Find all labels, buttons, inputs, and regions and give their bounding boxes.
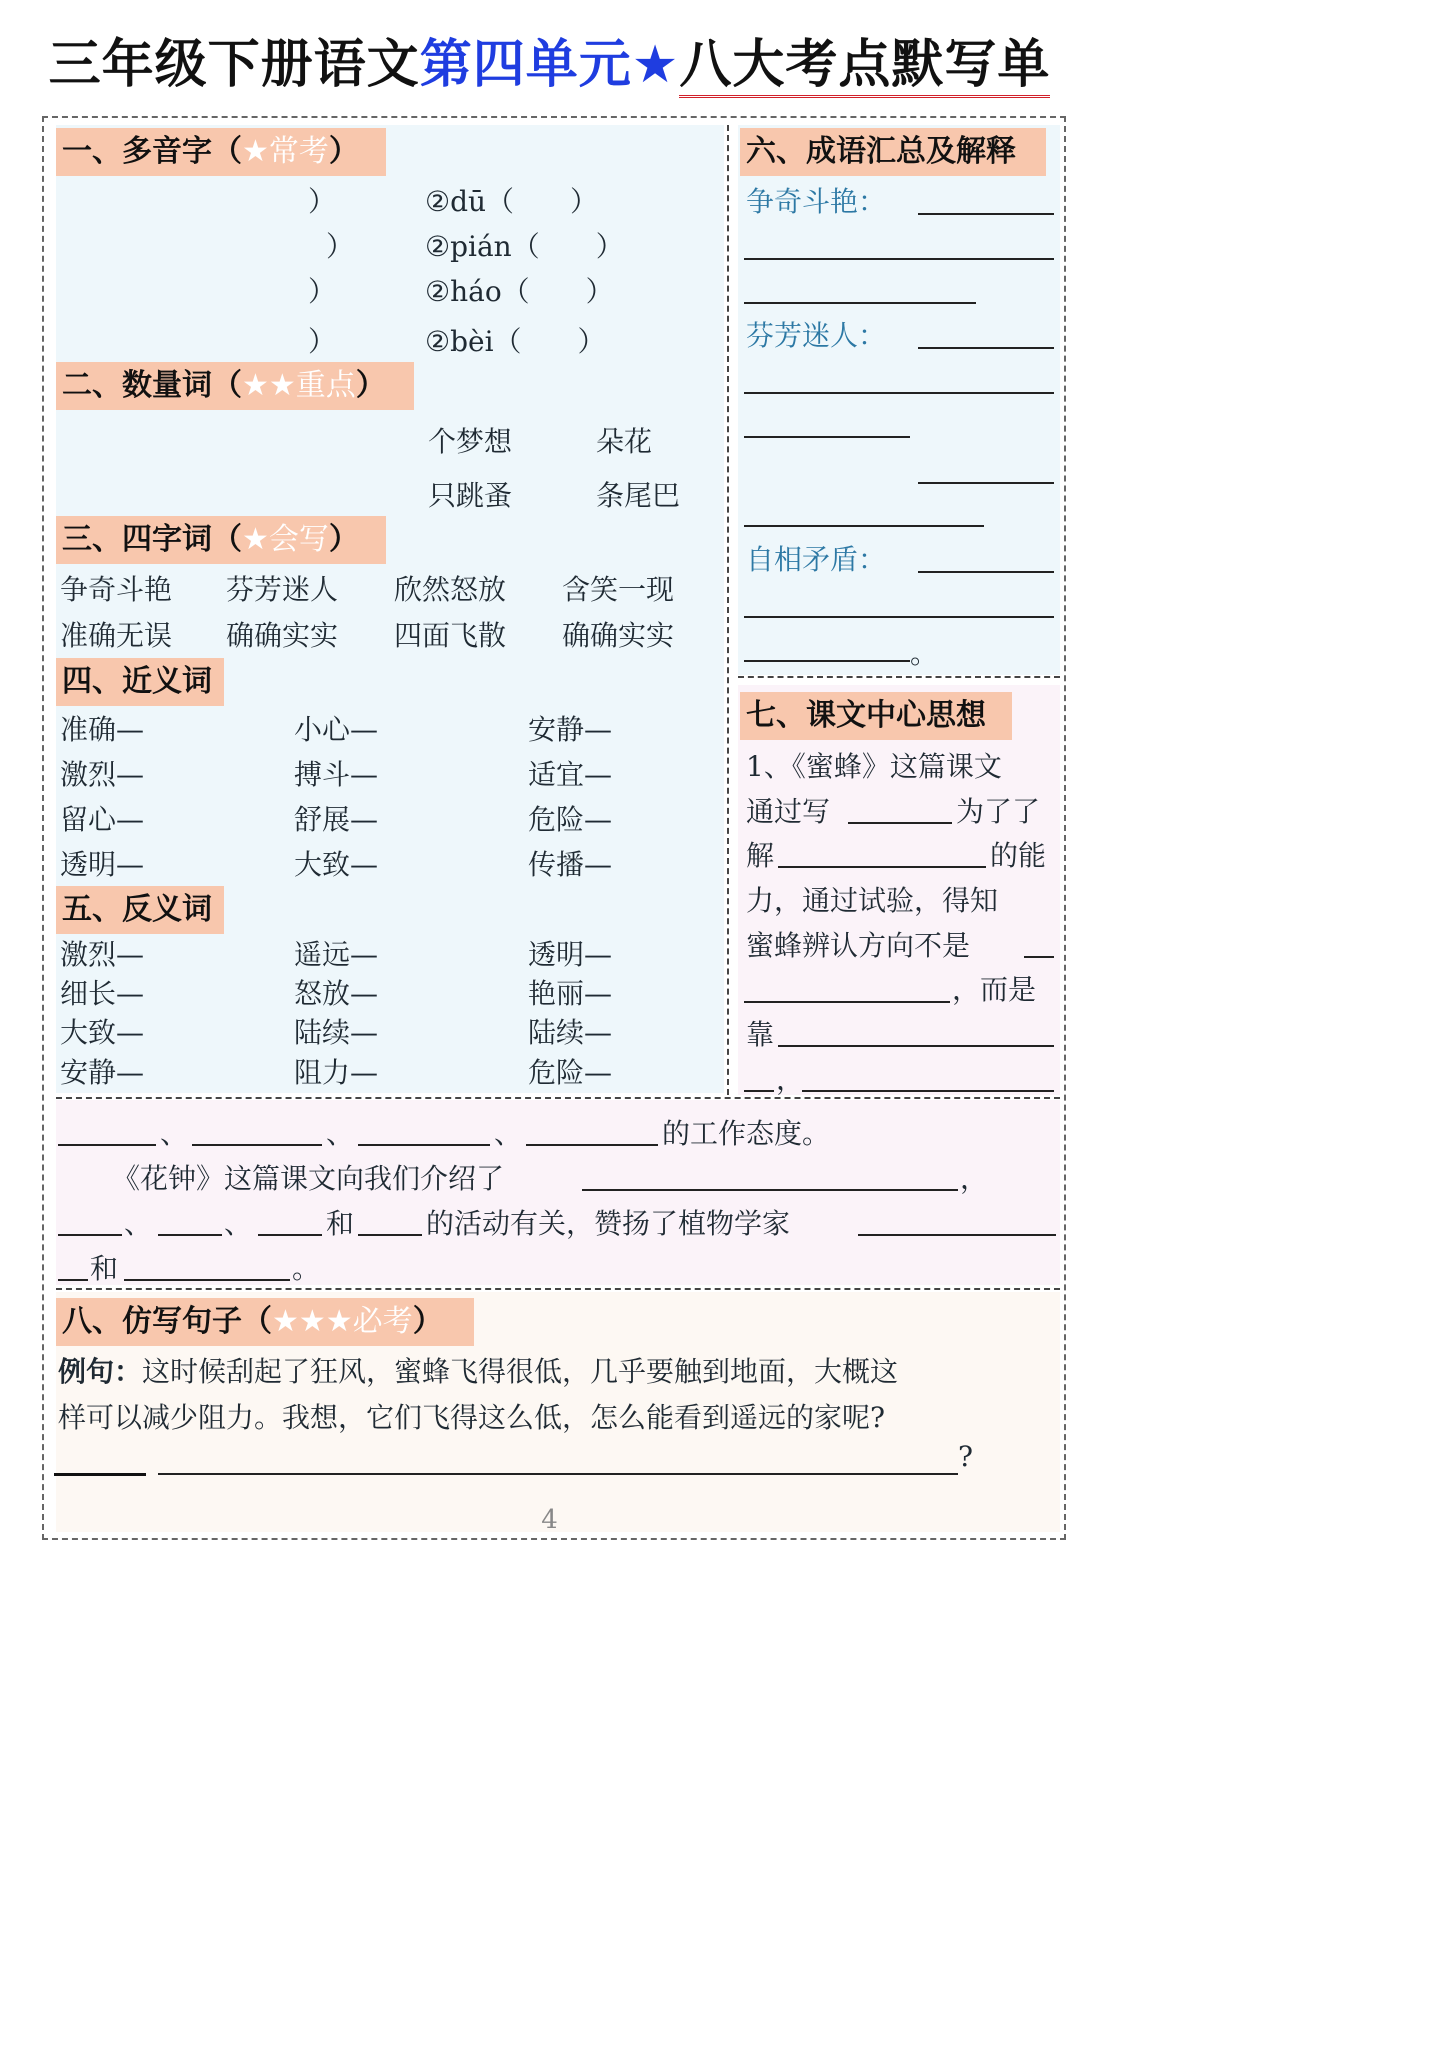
idiom-label-1: 争奇斗艳：: [746, 185, 887, 218]
idiom-label-3: 自相矛盾：: [746, 543, 887, 576]
section2-close: ）: [355, 368, 386, 403]
section3-title: 三、四字词（: [62, 522, 242, 557]
section4-title: 四、近义词: [62, 664, 212, 699]
antonym-item: 透明—: [528, 938, 613, 971]
section3-header: [56, 516, 386, 564]
measure-word-1: 个梦想: [428, 425, 513, 458]
summary-text: 、: [124, 1207, 153, 1240]
blank-line: [918, 347, 1054, 349]
summary-text: 靠: [746, 1018, 775, 1051]
summary-text: 蜜蜂辨认方向不是: [746, 929, 971, 962]
section-divider-2: [56, 1288, 1060, 1290]
four-char-word: 确确实实: [226, 619, 339, 652]
blank-line: [744, 525, 984, 527]
summary-text: 、: [224, 1207, 253, 1240]
s1-pinyin-2: ②pián（ ）: [425, 230, 624, 263]
s1-left-close-3: ）: [308, 275, 337, 308]
summary-text: 《花钟》这篇课文向我们介绍了: [112, 1162, 505, 1195]
idiom-end-period: 。: [910, 637, 939, 670]
blank-line: [358, 1144, 490, 1146]
section1-tag: ★常考: [242, 134, 329, 169]
blank-line: [918, 482, 1054, 484]
antonym-item: 激烈—: [60, 938, 145, 971]
example-sentence-line-2: 样可以减少阻力。我想，它们飞得这么低，怎么能看到遥远的家呢?: [58, 1401, 886, 1434]
summary-text: 1、《蜜蜂》这篇课文: [746, 750, 1002, 783]
blank-line: [358, 1234, 422, 1236]
section8-title: 八、仿写句子（: [62, 1304, 272, 1339]
s1-left-close-4: ）: [308, 325, 337, 358]
blank-line: [58, 1279, 88, 1281]
four-char-word: 争奇斗艳: [60, 573, 173, 606]
summary-text: 力，通过试验，得知: [746, 884, 999, 917]
summary-text: ，而是: [952, 973, 1037, 1006]
summary-text: 、: [326, 1117, 355, 1150]
right-divider: [738, 676, 1060, 678]
section1-title: 一、多音字（: [62, 134, 242, 169]
summary-text: 为了了: [956, 795, 1041, 828]
synonym-item: 舒展—: [294, 803, 379, 836]
synonym-item: 适宜—: [528, 758, 613, 791]
antonym-item: 陆续—: [528, 1016, 613, 1049]
antonym-item: 危险—: [528, 1056, 613, 1089]
antonym-item: 安静—: [60, 1056, 145, 1089]
summary-text: ，: [776, 1063, 805, 1096]
synonym-item: 留心—: [60, 803, 145, 836]
blank-line: [744, 660, 910, 662]
example-text-1: 这时候刮起了狂风，蜜蜂飞得很低，几乎要触到地面，大概这: [142, 1355, 899, 1388]
synonym-item: 透明—: [60, 848, 145, 881]
blank-line: [744, 1001, 950, 1003]
answer-question-mark: ?: [958, 1440, 974, 1473]
antonym-item: 艳丽—: [528, 977, 613, 1010]
section8-close: ）: [412, 1304, 443, 1339]
synonym-item: 安静—: [528, 713, 613, 746]
synonym-item: 搏斗—: [294, 758, 379, 791]
measure-word-4: 条尾巴: [596, 479, 681, 512]
antonym-item: 陆续—: [294, 1016, 379, 1049]
section8-header: [56, 1298, 474, 1346]
blank-line: [258, 1234, 322, 1236]
s1-pinyin-3: ②háo（ ）: [425, 275, 614, 308]
title-part-grade: 三年级下册语文: [48, 35, 420, 95]
blank-line: [778, 1045, 1054, 1047]
blank-line: [58, 1144, 156, 1146]
four-char-word: 准确无误: [60, 619, 173, 652]
summary-text: 和: [90, 1252, 119, 1285]
synonym-item: 准确—: [60, 713, 145, 746]
title-part-topic: 八大考点默写单: [679, 35, 1050, 98]
blank-line: [918, 213, 1054, 215]
summary-text: 的工作态度。: [662, 1117, 831, 1150]
blank-line: [744, 258, 1054, 260]
blank-line: [858, 1234, 1056, 1236]
section1-header: [56, 128, 386, 176]
synonym-item: 危险—: [528, 803, 613, 836]
measure-word-3: 只跳蚤: [428, 479, 513, 512]
synonym-item: 小心—: [294, 713, 379, 746]
synonym-item: 大致—: [294, 848, 379, 881]
four-char-word: 确确实实: [562, 619, 675, 652]
s1-left-close-2: ）: [326, 230, 355, 263]
blank-line: [744, 302, 976, 304]
title-part-unit: 第四单元★: [419, 35, 680, 95]
blank-line: [1024, 956, 1054, 958]
blank-line: [192, 1144, 322, 1146]
section3-close: ）: [328, 522, 359, 557]
section8-tag: ★★★必考: [272, 1304, 413, 1339]
blank-line: [918, 571, 1054, 573]
summary-text: 。: [292, 1252, 321, 1285]
section7-title: 七、课文中心思想: [746, 698, 986, 733]
blank-line: [778, 866, 986, 868]
section2-header: [56, 362, 414, 410]
section5-title: 五、反义词: [62, 892, 212, 927]
blank-line: [744, 392, 1054, 394]
blank-line: [582, 1189, 958, 1191]
section7-header: [740, 692, 1012, 740]
four-char-word: 芬芳迷人: [226, 573, 339, 606]
section4-header: [56, 658, 224, 706]
antonym-item: 阻力—: [294, 1056, 379, 1089]
section3-tag: ★会写: [242, 522, 329, 557]
blank-line: [848, 822, 952, 824]
summary-text: 的活动有关，赞扬了植物学家: [426, 1207, 791, 1240]
section1-close: ）: [328, 134, 359, 169]
section5-header: [56, 886, 224, 934]
blank-line: [58, 1234, 122, 1236]
summary-text: 通过写: [746, 795, 831, 828]
blank-line: [744, 436, 910, 438]
summary-text: 解: [746, 839, 775, 872]
s1-left-close-1: ）: [308, 185, 337, 218]
measure-word-2: 朵花: [596, 425, 653, 458]
example-sentence-line-1: [58, 1350, 898, 1390]
page-number: 4: [541, 1505, 558, 1535]
summary-text: 、: [494, 1117, 523, 1150]
answer-blank: [54, 1473, 146, 1476]
blank-line: [744, 616, 1054, 618]
antonym-item: 细长—: [60, 977, 145, 1010]
section2-tag: ★★重点: [242, 368, 356, 403]
four-char-word: 四面飞散: [394, 619, 507, 652]
summary-text: 、: [160, 1117, 189, 1150]
s1-pinyin-1: ②dū（ ）: [425, 185, 599, 218]
four-char-word: 欣然怒放: [394, 573, 507, 606]
antonym-item: 大致—: [60, 1016, 145, 1049]
section-divider: [56, 1097, 1060, 1099]
blank-line: [124, 1279, 290, 1281]
four-char-word: 含笑一现: [562, 573, 675, 606]
example-label: 例句：: [58, 1355, 143, 1388]
column-divider: [727, 125, 729, 1095]
answer-blank: [158, 1473, 958, 1475]
summary-text: 和: [326, 1207, 355, 1240]
synonym-item: 激烈—: [60, 758, 145, 791]
idiom-label-2: 芬芳迷人：: [746, 319, 887, 352]
antonym-item: 遥远—: [294, 938, 379, 971]
s1-pinyin-4: ②bèi（ ）: [425, 325, 606, 358]
page-title: [0, 22, 1099, 97]
section6-title: 六、成语汇总及解释: [746, 134, 1016, 169]
section6-header: [740, 128, 1046, 176]
summary-text: 的能: [990, 839, 1047, 872]
blank-line: [526, 1144, 658, 1146]
summary-text: ，: [960, 1162, 989, 1195]
synonym-item: 传播—: [528, 848, 613, 881]
blank-line: [158, 1234, 222, 1236]
blank-line: [802, 1090, 1054, 1092]
blank-line: [744, 1090, 774, 1092]
section2-title: 二、数量词（: [62, 368, 242, 403]
antonym-item: 怒放—: [294, 977, 379, 1010]
